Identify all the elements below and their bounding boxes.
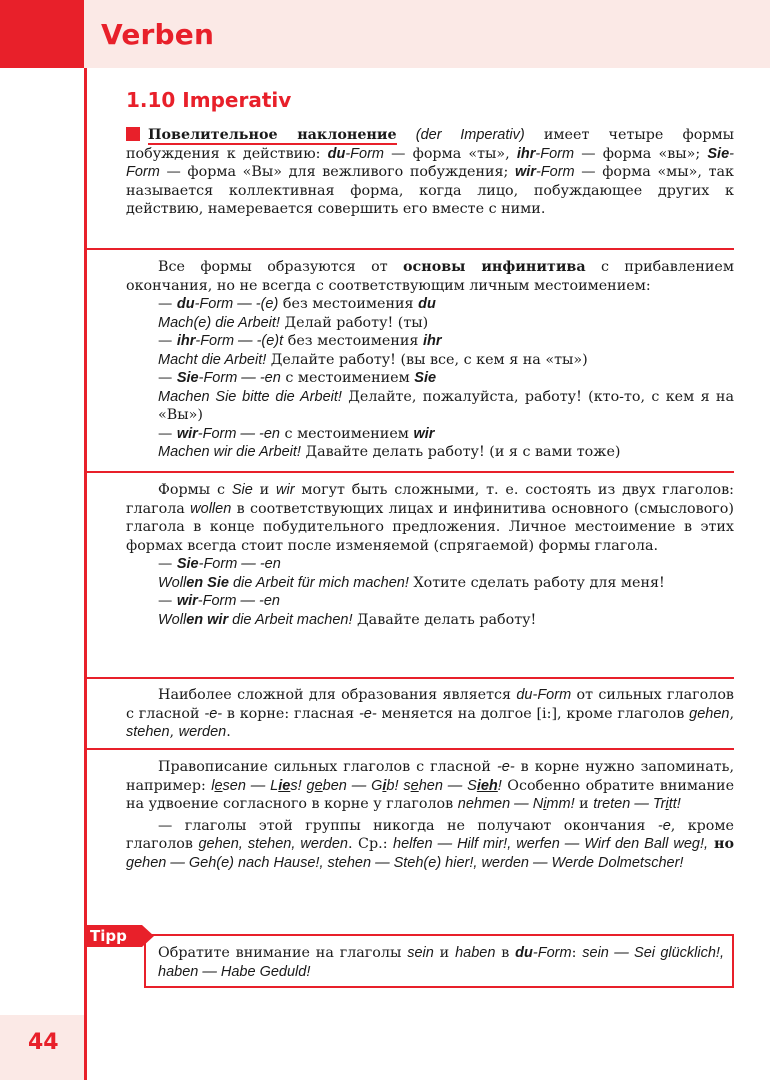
spelling-paragraph [126, 758, 734, 814]
intro-form-2: -Form [535, 145, 575, 162]
spelling-vowel: e [314, 777, 323, 794]
spelling-p2-no: но [708, 836, 734, 852]
rule-pronoun: Sie [414, 370, 437, 386]
rule-bold: Sie [176, 556, 199, 572]
compound-example-sie [126, 574, 734, 593]
spelling-vowel: i [665, 796, 669, 812]
example-russian: Давайте делать работу! [352, 611, 537, 628]
chapter-title: Verben [101, 18, 215, 51]
rule-pronoun: du [418, 296, 436, 312]
example-german: Machen wir die Arbeit! [158, 444, 301, 460]
intro-block [126, 126, 734, 219]
compound-paragraph [126, 481, 734, 555]
compound-text-3: могут быть сложными, т. е. состоять из двух глаголов: глагола [126, 482, 734, 517]
intro-wir: wir [515, 164, 536, 180]
intro-form-4: -Form [535, 164, 575, 180]
spelling-vowel: ieh [476, 777, 498, 794]
spelling-nehmen: nehmen — N [457, 796, 544, 812]
rule-form: -Form — -en [198, 556, 281, 572]
spelling-example: ben — G [322, 777, 383, 794]
compound-wollen: wollen [190, 500, 232, 517]
rule-text: с местоимением [279, 425, 414, 442]
difficult-e2: -e- [358, 705, 377, 722]
spelling-treten: treten — Tr [593, 796, 666, 812]
rule-form: -Form — -en [197, 425, 280, 442]
rule-dash: — [158, 333, 177, 349]
intro-text-5: — форма «мы», так называется коллективная форма, когда лицо, побуждающее других к действию, намеревается совершить его вместе с ними. [126, 164, 734, 217]
rule-sie [126, 369, 734, 388]
spelling-treten: tt! [668, 796, 681, 812]
formation-block [126, 258, 734, 462]
rule-ihr [126, 332, 734, 351]
example-german: Woll [158, 574, 187, 591]
spelling-vowel: ie [278, 777, 291, 794]
rule-pronoun: ihr [422, 333, 442, 349]
spelling-p2-verbs: gehen, stehen, werden [198, 836, 348, 852]
spelling-example: l [211, 777, 215, 794]
example-german: die Arbeit machen! [228, 611, 353, 628]
difficult-text-2: от сильных глаголов с гласной [126, 687, 734, 722]
difficult-gehen: gehen [689, 705, 730, 722]
intro-paragraph [126, 126, 734, 219]
rule-bold: ihr [176, 333, 196, 349]
difficult-comma: , [729, 705, 735, 722]
intro-text-4: — форма «Вы» для вежливого побуждения; [159, 164, 515, 180]
example-russian: Делайте работу! (вы все, с кем я на «ты») [266, 351, 588, 368]
tipp-text [158, 944, 724, 981]
rule-wir [126, 425, 734, 444]
spelling-example: b! s [386, 777, 411, 794]
difficult-text-4: меняется на долгое [i:], кроме глаголов [376, 705, 690, 722]
left-margin [0, 68, 84, 1080]
tipp-arrow-icon [142, 925, 154, 947]
rule-bold: wir [176, 425, 198, 442]
formation-bold: основы инфинитива [403, 259, 586, 275]
spelling-text-3: Особенно обратите внимание на удвоение согласного в корне у глаголов [126, 777, 735, 812]
spelling-p2-example-2: gehen — Geh(e) nach Hause!, stehen — Steh(e) hier!, werden — Werde Dolmetscher! [126, 854, 684, 871]
tipp-du: du [515, 945, 533, 961]
rule-dash: — [158, 593, 177, 609]
section-divider [84, 248, 734, 250]
intro-text-3: — форма «вы»; [574, 145, 708, 162]
difficult-duform: du-Form [516, 687, 572, 703]
tipp-form: -Form [532, 945, 572, 961]
example-wir [126, 443, 734, 462]
compound-block [126, 481, 734, 629]
spelling-example: hen — S [418, 777, 477, 794]
difficult-comma: , [169, 724, 179, 740]
intro-du: du [327, 145, 346, 162]
compound-rule-wir [126, 592, 734, 611]
spelling-p2-text-1: — глаголы этой группы никогда не получают окончания [158, 817, 658, 834]
tipp-sein: sein [407, 945, 434, 961]
example-russian: Делай работу! (ты) [279, 314, 429, 331]
rule-bold: wir [176, 593, 198, 609]
tipp-badge: Tipp [84, 925, 142, 947]
rule-dash: — [158, 556, 177, 572]
formation-text-2: с прибавлением окончания, но не всегда с соответствующим личным местоимением: [126, 259, 735, 294]
difficult-block [126, 686, 734, 742]
tipp-example: sein — Sei glücklich!, haben — Habe Geduld! [158, 945, 724, 980]
spelling-block [126, 758, 734, 872]
example-german: Woll [158, 611, 187, 628]
rule-bold: Sie [176, 370, 199, 386]
spelling-e: -e- [496, 759, 515, 775]
rule-dash: — [158, 296, 177, 312]
formation-paragraph [126, 258, 734, 295]
intro-form-3: -Form [126, 145, 734, 180]
rule-bold: du [176, 296, 195, 312]
spelling-vowel: i [382, 777, 387, 794]
section-title: 1.10 Imperativ [126, 88, 292, 112]
rule-text: без местоимения [283, 333, 423, 349]
spelling-vowel: i [543, 796, 547, 812]
example-german-bold: en wir [186, 611, 229, 628]
spelling-example: s! g [290, 777, 315, 794]
example-german: Macht die Arbeit! [158, 351, 267, 368]
spelling-text-4: и [574, 796, 594, 812]
spelling-paragraph-2 [126, 817, 734, 873]
difficult-stehen: stehen [126, 724, 170, 740]
difficult-paragraph [126, 686, 734, 742]
section-bullet-icon [126, 127, 140, 141]
difficult-werden: werden [178, 724, 227, 740]
spelling-text-1: Правописание сильных глаголов с гласной [158, 759, 497, 775]
tipp-haben: haben [455, 945, 496, 961]
header-corner-block [0, 0, 84, 68]
section-divider [84, 748, 734, 750]
spelling-p2-example-1: helfen — Hilf mir!, werfen — Wirf den Ball weg!, [393, 836, 709, 852]
example-german-bold: en Sie [186, 574, 229, 591]
intro-ihr: ihr [516, 145, 536, 162]
intro-german-term: (der Imperativ) [415, 127, 525, 143]
rule-dash: — [158, 425, 177, 442]
compound-rule-sie [126, 555, 734, 574]
spelling-example: ! [497, 777, 502, 794]
example-german: die Arbeit für mich machen! [228, 574, 409, 591]
spelling-vowel: e [214, 777, 223, 794]
tipp-text-3: в [495, 945, 516, 961]
spelling-text-2: в корне нужно запоминать, например: [126, 759, 734, 794]
example-russian: Хотите сделать работу для меня! [408, 574, 665, 591]
compound-text-2: и [252, 482, 277, 498]
difficult-text-1: Наиболее сложной для образования является [158, 687, 517, 703]
page-number: 44 [28, 1030, 59, 1055]
spelling-nehmen: mm! [546, 796, 575, 812]
spelling-p2-text-2: , кроме глаголов [126, 817, 734, 852]
compound-wir: wir [276, 482, 295, 498]
tipp-paragraph [158, 944, 724, 981]
rule-form: -Form — -en [197, 593, 280, 609]
tipp-colon: : [571, 945, 577, 961]
rule-du [126, 295, 734, 314]
intro-form-1: -Form [345, 145, 385, 162]
rule-form: -Form — -en [198, 370, 281, 386]
example-russian: Давайте делать работу! (и я с вами тоже) [300, 444, 621, 460]
rule-form: -Form — -(e)t [195, 333, 284, 349]
compound-example-wir [126, 611, 734, 630]
section-divider [84, 677, 734, 679]
spelling-p2-e: -e [657, 817, 671, 834]
compound-sie: Sie [231, 482, 253, 498]
difficult-e1: -e- [204, 705, 223, 722]
example-du [126, 314, 734, 333]
spelling-p2-text-3: . Ср.: [347, 836, 394, 852]
section-divider [84, 471, 734, 473]
spelling-vowel: e [410, 777, 419, 794]
rule-dash: — [158, 370, 177, 386]
example-ihr [126, 351, 734, 370]
rule-text: с местоимением [280, 370, 415, 386]
formation-text-1: Все формы образуются от [158, 259, 403, 275]
rule-text: без местоимения [278, 296, 419, 312]
example-russian: Делайте, пожалуйста, работу! (кто-то, с кем я на «Вы») [158, 388, 734, 423]
rule-form: -Form — -(e) [194, 296, 279, 312]
intro-term: Повелительное наклонение [148, 127, 397, 143]
tipp-text-2: и [433, 945, 456, 961]
tipp-text-1: Обратите внимание на глаголы [158, 945, 408, 961]
compound-text-4: в соответствующих лицах и инфинитива основного (смыслового) глагола в конце побудительного предложения. Личное местоимение в этих формах всегда стоит после изменяемой (спрягаемой) формы глагола. [126, 500, 734, 554]
difficult-text-3: в корне: гласная [222, 705, 359, 722]
example-german: Mach(e) die Arbeit! [158, 314, 280, 331]
compound-text-1: Формы с [158, 482, 232, 498]
intro-text-1: имеет четыре формы побуждения к действию: [126, 127, 734, 162]
spelling-example: sen — L [222, 777, 279, 794]
difficult-period: . [226, 724, 231, 740]
intro-sie: Sie [707, 145, 730, 162]
example-german: Machen Sie bitte die Arbeit! [158, 388, 342, 405]
rule-pronoun: wir [413, 425, 435, 442]
intro-text-2: — форма «ты», [384, 145, 517, 162]
example-sie [126, 388, 734, 425]
